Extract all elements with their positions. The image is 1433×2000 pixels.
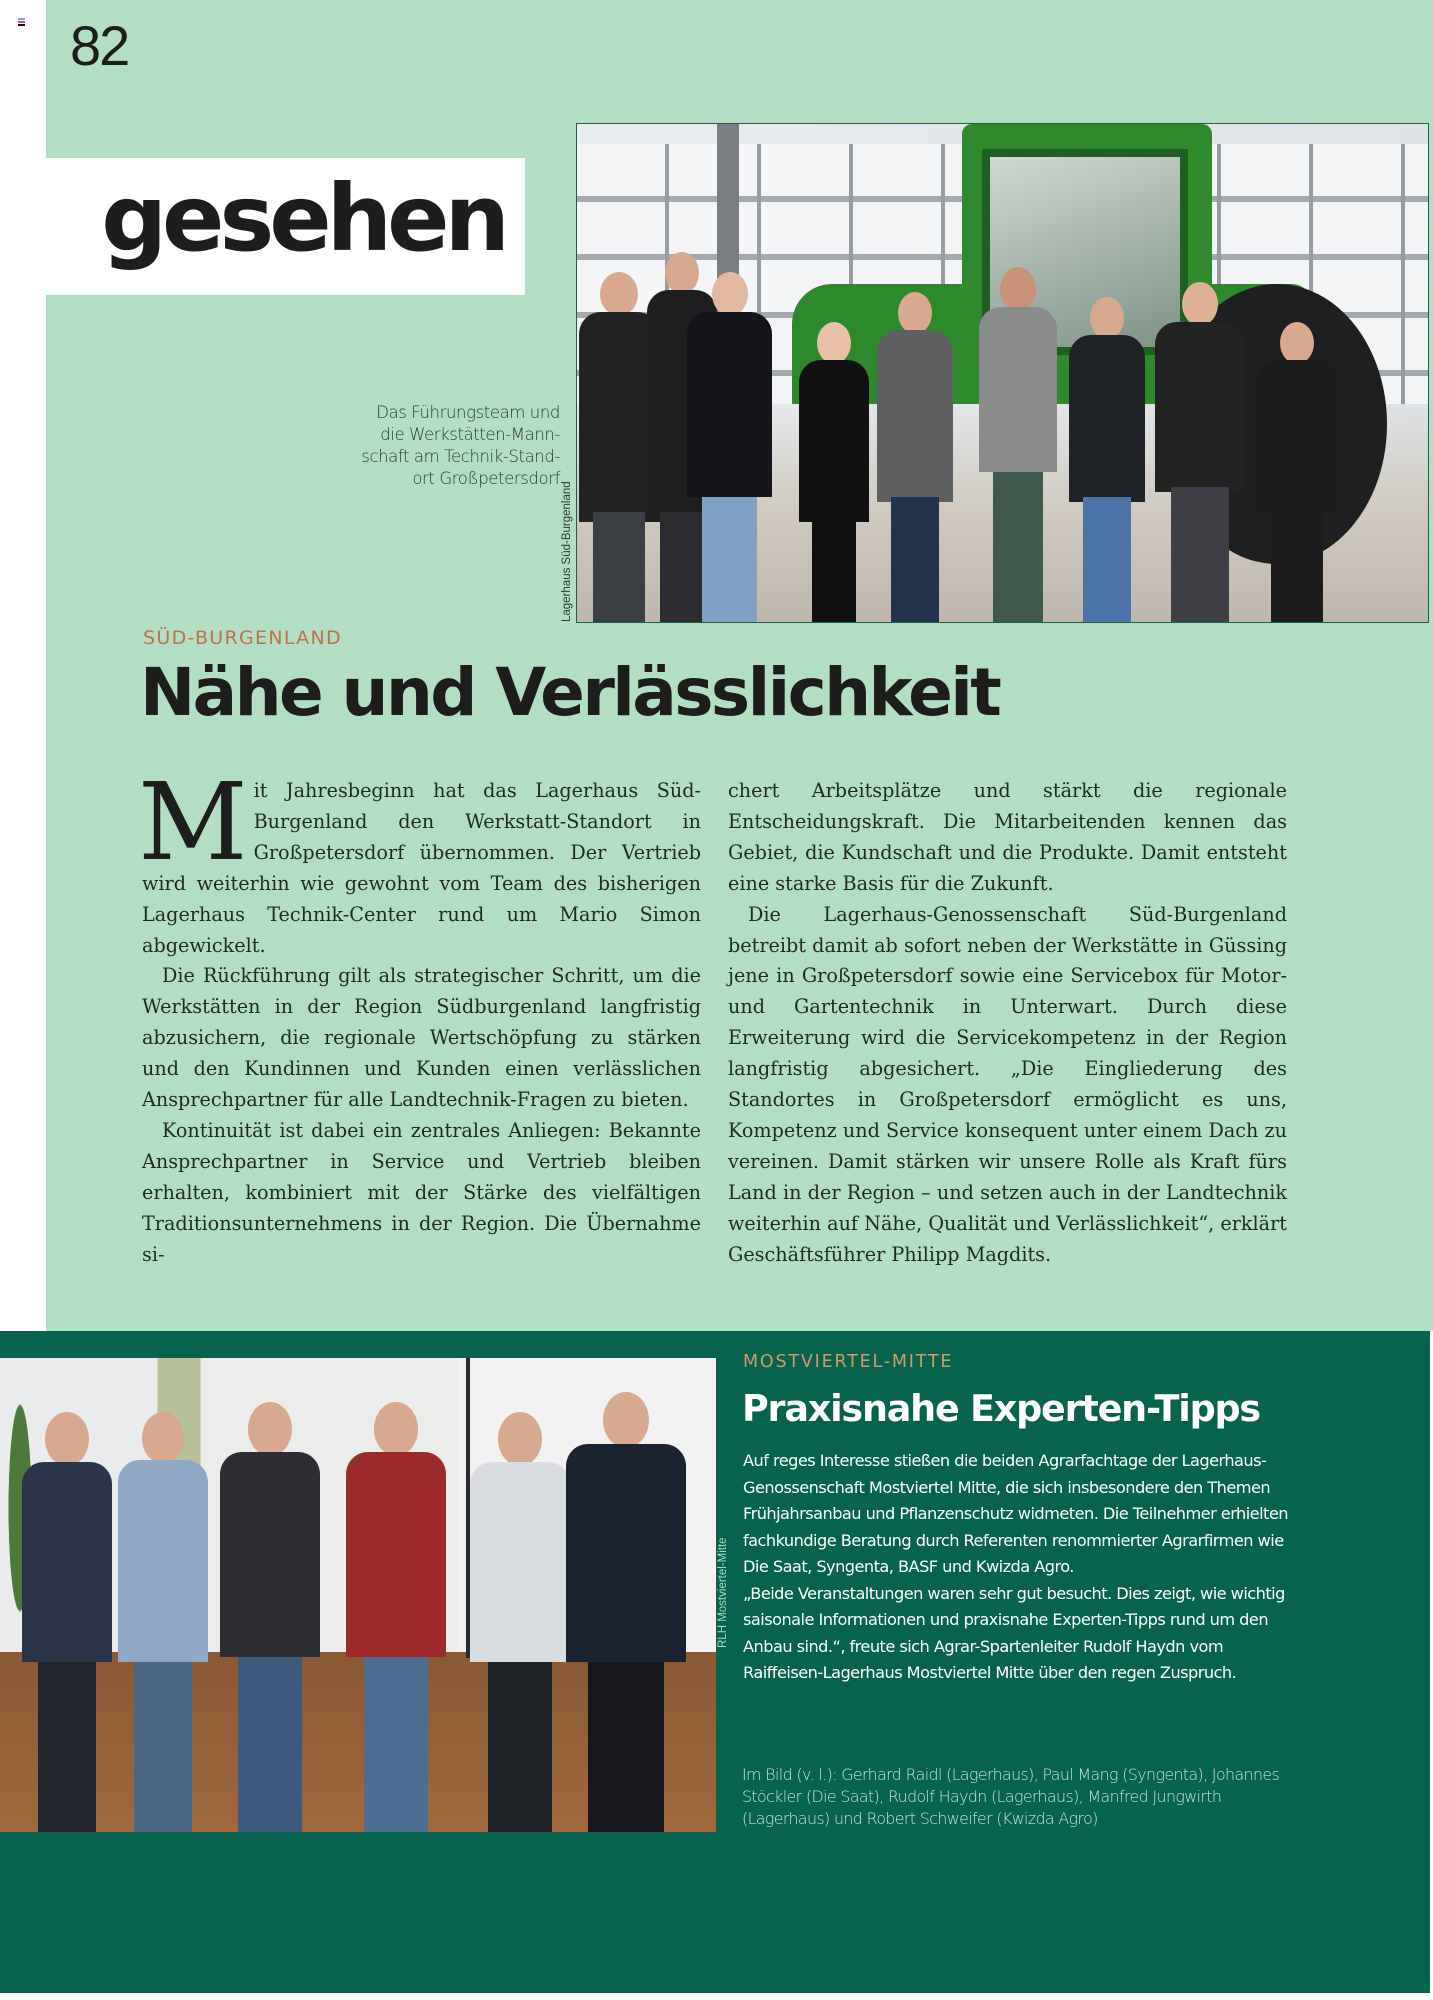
article-kicker: MOSTVIERTEL-MITTE	[743, 1352, 954, 1372]
team-photo-tractor	[576, 123, 1429, 623]
drop-cap: M	[138, 761, 248, 885]
caption-line: die Werkstätten-Mann-	[380, 425, 560, 444]
paragraph	[138, 761, 701, 961]
section-title: gesehen	[101, 165, 505, 272]
article-headline: Nähe und Verlässlichkeit	[140, 654, 1000, 731]
person	[220, 1402, 320, 1832]
paragraph: „Beide Veranstaltungen waren sehr gut besucht. Dies zeigt, wie wichtig saisonale Informationen und praxisnahe Experten-Tipps rund um den Anbau sind.“, freute sich Agrar-Spartenleiter Rudolf Haydn vom Raiffeisen-Lagerhaus Mostviertel Mitte über den regen Zuspruch.	[743, 1583, 1285, 1682]
article-column-2	[728, 776, 1287, 1271]
person	[687, 272, 772, 622]
print-color-mark-icon	[18, 18, 25, 27]
caption-line: ort Großpetersdorf	[412, 469, 560, 488]
article-body	[743, 1448, 1303, 1687]
person	[979, 267, 1057, 622]
paragraph-text: it Jahresbeginn hat das Lagerhaus Süd-Burgenland den Werkstatt-Standort in Großpetersdorf übernommen. Der Vertrieb wird weiterhin wie gewohnt vom Team des bisherigen Lagerhaus Technik-Center rund um Mario Simon abgewickelt.	[142, 779, 701, 957]
person	[1155, 282, 1245, 622]
person	[1257, 322, 1337, 622]
paragraph: chert Arbeitsplätze und stärkt die regionale Entscheidungskraft. Die Mitarbeitenden kennen das Gebiet, die Kundschaft und die Produkte. Damit entsteht eine starke Basis für die Zukunft.	[728, 779, 1287, 895]
photo-credit: RLH Mostviertel-Mitte	[717, 1537, 729, 1648]
person	[470, 1412, 570, 1832]
person	[1069, 297, 1145, 622]
page-number: 82	[70, 14, 129, 77]
caption-line: Das Führungsteam und	[376, 403, 560, 422]
picture-credits: Im Bild (v. l.): Gerhard Raidl (Lagerhaus), Paul Mang (Syngenta), Johannes Stöckler (Die Saat), Rudolf Haydn (Lagerhaus), Manfred Jungwirth (Lagerhaus) und Robert Schweifer (Kwizda Agro)	[742, 1765, 1280, 1828]
paragraph: Die Lagerhaus-Genossenschaft Süd-Burgenland betreibt damit ab sofort neben der Werkstätte in Güssing jene in Großpetersdorf sowie eine Servicebox für Motor- und Gartentechnik in Unterwart. Durch diese Erweiterung wird die Servicekompetenz in der Region langfristig abgesichert. „Die Eingliederung des Standortes in Großpetersdorf ermöglicht es uns, Kompetenz und Service konsequent unter einem Dach zu vereinen. Damit stärken wir unsere Rolle als Kraft fürs Land in der Region – und setzen auch in der Landtechnik weiterhin auf Nähe, Qualität und Verlässlichkeit“, erklärt Geschäftsführer Philipp Magdits.	[728, 902, 1287, 1266]
photo-credit: Lagerhaus Süd-Burgenland	[561, 481, 573, 622]
article-column-1	[138, 761, 701, 1271]
person	[877, 292, 953, 622]
person	[118, 1412, 208, 1832]
group-photo-experts	[0, 1358, 716, 1832]
photo-caption	[300, 402, 560, 490]
caption-line: schaft am Technik-Stand-	[361, 447, 560, 466]
paragraph: Kontinuität ist dabei ein zentrales Anliegen: Bekannte Ansprechpartner in Service und Vertrieb bleiben erhalten, kombiniert mit der Stärke des vielfältigen Traditionsunternehmens in der Region. Die Übernahme si-	[142, 1118, 701, 1266]
article-headline: Praxisnahe Experten-Tipps	[742, 1387, 1260, 1430]
person	[799, 322, 869, 622]
person	[22, 1412, 112, 1832]
article-kicker: SÜD-BURGENLAND	[143, 627, 342, 649]
paragraph: Die Rückführung gilt als strategischer Schritt, um die Werkstätten in der Region Südburgenland langfristig abzusichern, die regionale Wertschöpfung zu stärken und den Kundinnen und Kunden einen verlässlichen Ansprechpartner für alle Landtechnik-Fragen zu bieten.	[142, 964, 701, 1112]
section-title-box	[46, 158, 525, 295]
person	[566, 1392, 686, 1832]
paragraph: Auf reges Interesse stießen die beiden Agrarfachtage der Lagerhaus-Genossenschaft Mostviertel Mitte, die sich insbesondere den Themen Frühjahrsanbau und Pflanzenschutz widmeten. Die Teilnehmer erhielten fachkundige Beratung durch Referenten renommierter Agrarfirmen wie Die Saat, Syngenta, BASF und Kwizda Agro.	[743, 1451, 1288, 1576]
person	[346, 1402, 446, 1832]
